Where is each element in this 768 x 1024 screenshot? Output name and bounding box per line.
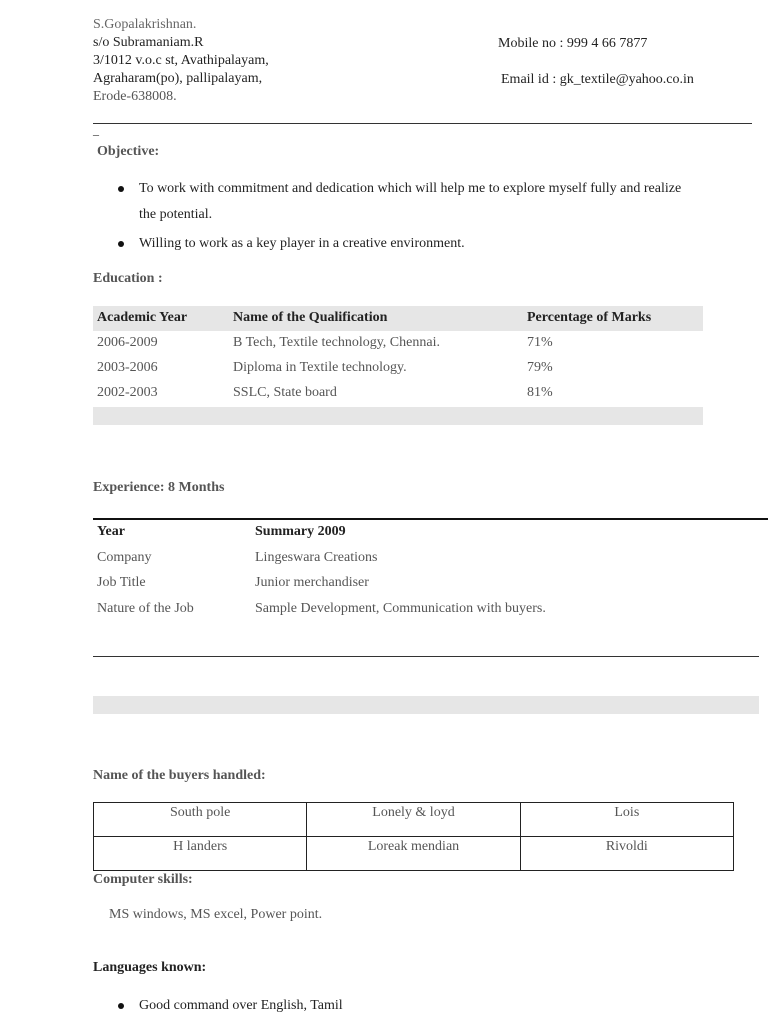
address-line: 3/1012 v.o.c st, Avathipalayam, (93, 53, 269, 68)
language-item: Good command over English, Tamil (93, 997, 753, 1015)
table-row (94, 837, 734, 871)
cell-qualification: B Tech, Textile technology, Chennai. (233, 335, 440, 350)
table-row (93, 546, 768, 572)
cell-value: Sample Development, Communication with buyers. (255, 600, 546, 616)
cell-percentage: 81% (527, 385, 553, 400)
objective-title: Objective: (97, 144, 160, 159)
cell-year: 2006-2009 (97, 335, 158, 350)
header-divider (93, 123, 752, 124)
header-qualification: Name of the Qualification (233, 310, 388, 325)
cell-label: Nature of the Job (97, 600, 194, 616)
objective-item: Willing to work as a key player in a creative environment. (93, 235, 753, 253)
objective-list-2 (93, 235, 753, 253)
experience-title: Experience: 8 Months (93, 480, 225, 495)
experience-header-row (93, 520, 768, 546)
cell-year: 2003-2006 (97, 360, 158, 375)
objective-item: To work with commitment and dedication which will help me to explore myself fully and realize (93, 180, 753, 206)
mobile-number: Mobile no : 999 4 66 7877 (498, 36, 648, 51)
cell-value: Junior merchandiser (255, 575, 369, 590)
buyer-cell: H landers (94, 837, 307, 871)
cell-label: Job Title (97, 575, 146, 590)
experience-bottom-rule (93, 656, 759, 657)
header-academic-year: Academic Year (97, 310, 188, 325)
experience-table (93, 520, 768, 622)
cell-year: 2002-2003 (97, 385, 158, 400)
table-row (93, 381, 703, 406)
address-line: s/o Subramaniam.R (93, 35, 204, 50)
computer-skills-title: Computer skills: (93, 872, 193, 887)
address-block (93, 16, 269, 106)
cell-qualification: SSLC, State board (233, 385, 337, 400)
cell-label: Company (97, 549, 152, 565)
applicant-name: S.Gopalakrishnan. (93, 17, 197, 32)
table-row (93, 597, 768, 623)
objective-list (93, 180, 753, 206)
stray-dash: _ (93, 123, 99, 137)
education-title: Education : (93, 271, 163, 286)
table-row (93, 331, 703, 356)
education-header-row (93, 306, 703, 331)
education-table (93, 306, 703, 425)
cell-percentage: 71% (527, 335, 553, 350)
buyer-cell: Rivoldi (520, 837, 733, 871)
buyer-cell: South pole (94, 803, 307, 837)
buyers-table (93, 802, 734, 871)
cell-percentage: 79% (527, 360, 553, 375)
email-address: Email id : gk_textile@yahoo.co.in (501, 72, 694, 87)
objective-item-continuation: the potential. (139, 207, 213, 222)
experience-footer-band (93, 696, 759, 714)
cell-qualification: Diploma in Textile technology. (233, 360, 407, 375)
buyer-cell: Lonely & loyd (307, 803, 520, 837)
header-year: Year (97, 524, 125, 539)
header-percentage: Percentage of Marks (527, 310, 652, 325)
buyer-cell: Loreak mendian (307, 837, 520, 871)
computer-skills-text: MS windows, MS excel, Power point. (109, 907, 323, 922)
buyers-title: Name of the buyers handled: (93, 768, 266, 783)
address-line: Agraharam(po), pallipalayam, (93, 71, 263, 86)
table-row (94, 803, 734, 837)
languages-list (93, 997, 753, 1015)
table-row (93, 571, 768, 597)
table-row (93, 356, 703, 381)
education-footer-band (93, 407, 703, 425)
languages-title: Languages known: (93, 960, 207, 975)
cell-value: Lingeswara Creations (255, 549, 378, 565)
address-line: Erode-638008. (93, 89, 177, 104)
buyer-cell: Lois (520, 803, 733, 837)
header-summary: Summary 2009 (255, 524, 346, 539)
